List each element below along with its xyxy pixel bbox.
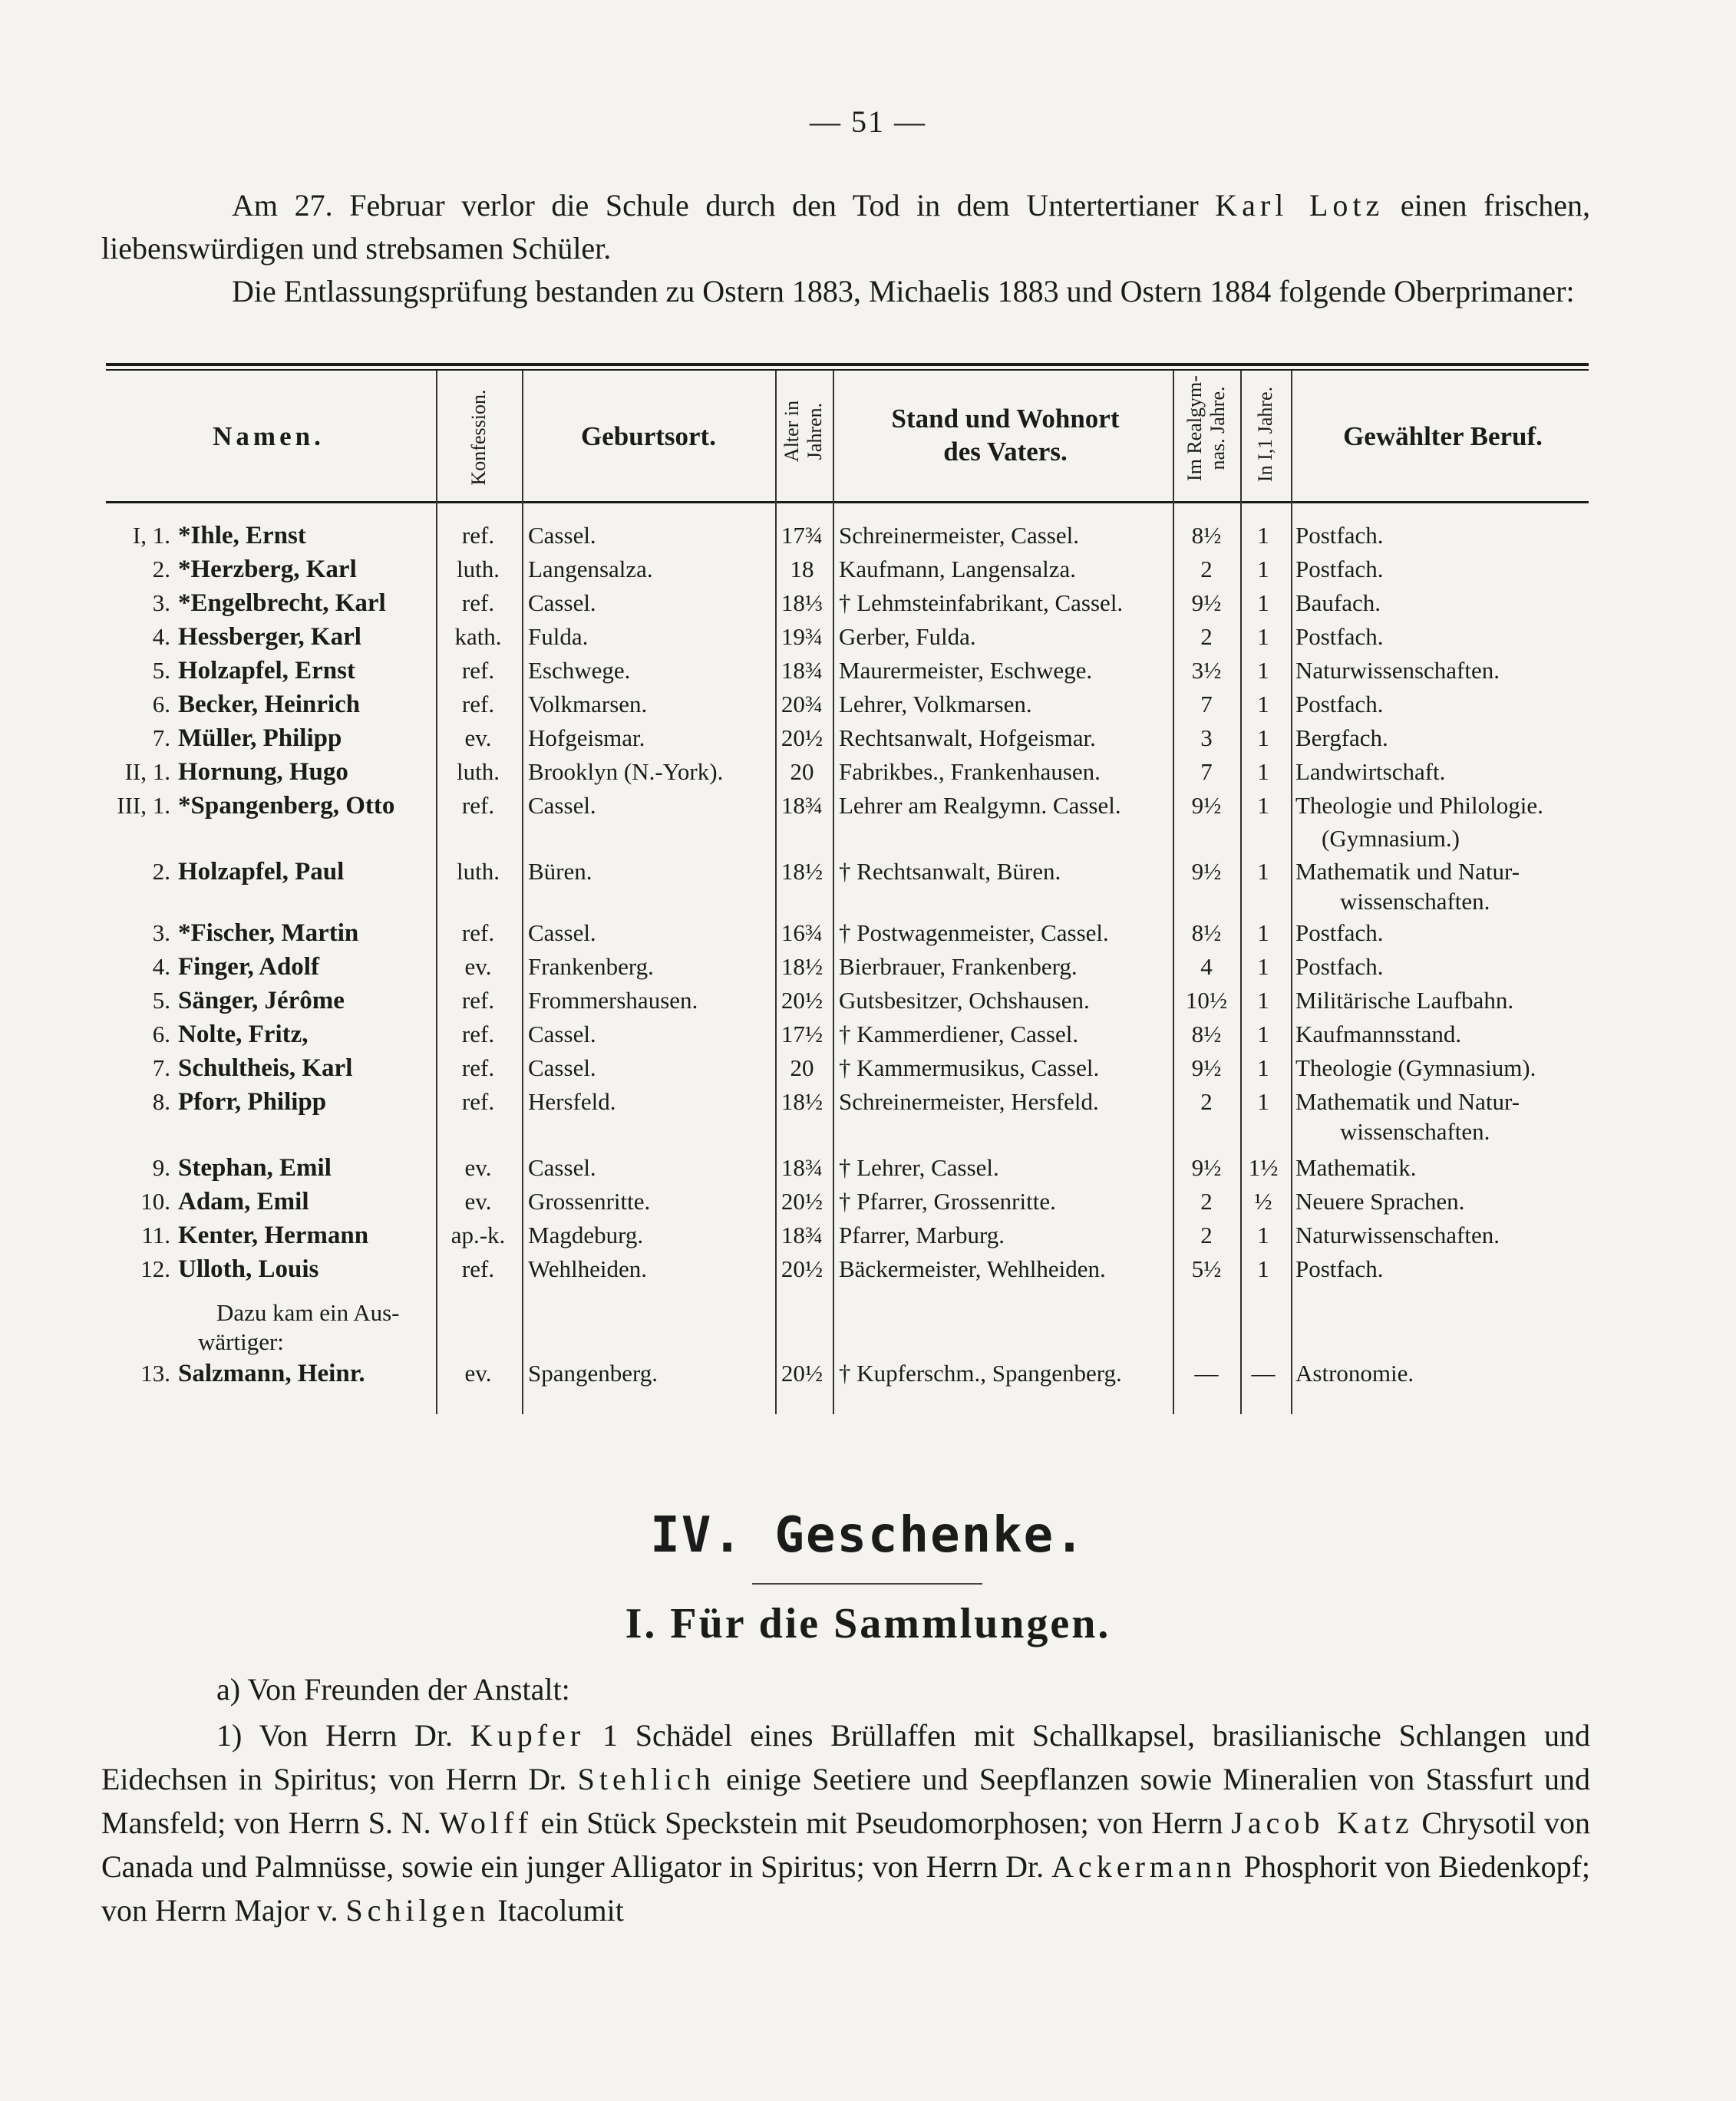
cell-conf: luth. [457,556,500,582]
cell-stand: Bierbrauer, Frankenberg. [839,953,1078,980]
cell-stand: † Pfarrer, Grossenritte. [839,1188,1056,1215]
cell-real: 8½ [1191,919,1222,946]
cell-i1: 1 [1257,987,1269,1014]
cell-i1: 1 [1257,1255,1269,1282]
table-row [0,755,1736,789]
cell-geb: Frommershausen. [528,987,698,1014]
table-row [0,654,1736,688]
cell-stand: Lehrer am Realgymn. Cassel. [839,792,1121,819]
cell-i1: 1 [1257,589,1269,616]
cell-i1: 1 [1257,1222,1269,1248]
beruf-continuation: wissenschaften. [1340,1118,1490,1145]
table-row [0,620,1736,654]
cell-age: 18¾ [781,1154,823,1181]
cell-num: 6. [152,1021,170,1047]
table-row [0,1085,1736,1119]
cell-name: Ulloth, Louis [178,1255,319,1283]
cell-i1: 1 [1257,1021,1269,1047]
cell-beruf: Postfach. [1295,953,1384,980]
cell-age: 18¾ [781,1222,823,1248]
cell-age: 18¾ [781,657,823,684]
cell-age: 18½ [781,1088,823,1115]
table-row [0,1357,1736,1390]
cell-beruf: Militärische Laufbahn. [1295,987,1514,1014]
intro-paragraph-1: Am 27. Februar verlor die Schule durch den Tod in dem Untertertianer Karl Lotz einen frischen, liebenswürdigen und strebsamen Schüler. [101,188,1591,266]
cell-geb: Cassel. [528,1154,596,1181]
cell-age: 17½ [781,1021,823,1047]
cell-real: 8½ [1191,522,1222,549]
cell-stand: † Kammerdiener, Cassel. [839,1021,1079,1047]
table-row [0,1185,1736,1219]
cell-i1: 1 [1257,792,1269,819]
table-row [0,984,1736,1018]
cell-beruf: Mathematik und Natur- [1295,858,1520,885]
cell-real: 2 [1200,623,1213,650]
cell-i1: 1 [1257,623,1269,650]
cell-name: Müller, Philipp [178,724,342,752]
cell-name: *Spangenberg, Otto [178,792,395,820]
cell-geb: Frankenberg. [528,953,654,980]
header-namen: Namen. [213,421,325,451]
cell-conf: ref. [461,1088,495,1115]
cell-num: II, 1. [124,758,170,785]
auswaertiger-note-2: wärtiger: [198,1328,284,1355]
beruf-continuation: wissenschaften. [1340,888,1490,915]
cell-geb: Langensalza. [528,556,653,582]
cell-age: 20½ [781,987,823,1014]
cell-real: 9½ [1191,1054,1222,1081]
cell-real: 7 [1200,691,1213,717]
cell-conf: kath. [454,623,502,650]
cell-i1: — [1251,1360,1276,1387]
cell-name: Sänger, Jérôme [178,987,345,1014]
cell-conf: ev. [464,724,492,751]
cell-age: 17¾ [781,522,823,549]
cell-real: 2 [1200,1222,1213,1248]
cell-conf: luth. [457,858,500,885]
cell-geb: Büren. [528,858,592,885]
table-row [0,688,1736,721]
cell-real: 2 [1200,1088,1213,1115]
table-row [0,855,1736,889]
cell-i1: 1 [1257,556,1269,582]
cell-real: 9½ [1191,1154,1222,1181]
cell-stand: Fabrikbes., Frankenhausen. [839,758,1101,785]
cell-name: *Herzberg, Karl [178,556,357,583]
cell-conf: ref. [461,1054,495,1081]
cell-name: Hornung, Hugo [178,758,348,786]
cell-conf: ref. [461,1255,495,1282]
cell-name: Holzapfel, Paul [178,858,345,886]
cell-num: 5. [152,657,170,684]
cell-num: 4. [152,623,170,650]
cell-num: 5. [152,987,170,1014]
header-stand-1: Stand und Wohnort [891,404,1120,434]
cell-name: Nolte, Fritz, [178,1021,309,1048]
cell-stand: Bäckermeister, Wehlheiden. [839,1255,1106,1282]
cell-name: Salzmann, Heinr. [178,1360,365,1387]
cell-beruf: Mathematik und Natur- [1295,1088,1520,1115]
cell-beruf: Postfach. [1295,556,1384,582]
cell-name: Pforr, Philipp [178,1088,327,1116]
table-top-rule [106,363,1589,366]
cell-name: *Fischer, Martin [178,919,359,947]
header-alter: Alter in Jahren. [781,400,826,463]
cell-real: — [1194,1360,1219,1387]
table-row [0,586,1736,620]
header-geburtsort: Geburtsort. [581,421,716,451]
table-row [0,916,1736,950]
cell-beruf: Postfach. [1295,522,1384,549]
cell-geb: Cassel. [528,589,596,616]
cell-real: 8½ [1191,1021,1222,1047]
cell-name: Holzapfel, Ernst [178,657,355,684]
cell-stand: Rechtsanwalt, Hofgeismar. [839,724,1096,751]
cell-stand: Maurermeister, Eschwege. [839,657,1093,684]
cell-num: 7. [152,1054,170,1081]
cell-beruf: Postfach. [1295,623,1384,650]
cell-name: *Ihle, Ernst [178,522,306,549]
table-row [0,519,1736,552]
cell-beruf: Astronomie. [1295,1360,1414,1387]
cell-stand: † Postwagenmeister, Cassel. [839,919,1109,946]
cell-conf: ev. [464,1188,492,1215]
cell-stand: Gutsbesitzer, Ochshausen. [839,987,1090,1014]
cell-num: 3. [152,919,170,946]
cell-age: 18⅓ [781,589,823,616]
cell-conf: ref. [461,522,495,549]
cell-stand: Lehrer, Volkmarsen. [839,691,1032,717]
cell-conf: luth. [457,758,500,785]
cell-i1: 1 [1257,758,1269,785]
cell-geb: Cassel. [528,1054,596,1081]
cell-geb: Wehlheiden. [528,1255,648,1282]
cell-beruf: Baufach. [1295,589,1381,616]
cell-beruf: Theologie und Philologie. [1295,792,1543,819]
cell-beruf: Landwirtschaft. [1295,758,1446,785]
cell-conf: ref. [461,657,495,684]
cell-geb: Cassel. [528,1021,596,1047]
cell-num: 11. [141,1222,170,1248]
cell-num: 12. [140,1255,170,1282]
cell-stand: Schreinermeister, Hersfeld. [839,1088,1099,1115]
cell-beruf: Postfach. [1295,919,1384,946]
cell-i1: 1 [1257,919,1269,946]
cell-beruf: Kaufmannsstand. [1295,1021,1462,1047]
cell-num: 2. [152,858,170,885]
header-beruf: Gewählter Beruf. [1343,421,1543,451]
cell-age: 20½ [781,1188,823,1215]
cell-num: 2. [152,556,170,582]
cell-real: 7 [1200,758,1213,785]
table-row [0,950,1736,984]
heading-divider [752,1583,982,1585]
cell-geb: Fulda. [528,623,589,650]
cell-i1: 1½ [1248,1154,1279,1181]
header-realgymnasium: Im Realgym-nas. Jahre. [1183,375,1229,481]
cell-name: Hessberger, Karl [178,623,361,651]
cell-name: Schultheis, Karl [178,1054,353,1082]
cell-conf: ev. [464,953,492,980]
cell-real: 3 [1200,724,1213,751]
cell-age: 20 [790,758,814,785]
header-i1: In I,1 Jahre. [1254,386,1276,483]
cell-i1: 1 [1257,1088,1269,1115]
cell-stand: † Lehmsteinfabrikant, Cassel. [839,589,1124,616]
cell-geb: Cassel. [528,919,596,946]
cell-geb: Hersfeld. [528,1088,616,1115]
cell-real: 9½ [1191,792,1222,819]
subsection-heading: I. Für die Sammlungen. [625,1600,1111,1647]
table-row [0,552,1736,586]
cell-conf: ref. [461,987,495,1014]
cell-geb: Cassel. [528,792,596,819]
table-row [0,1252,1736,1286]
cell-stand: † Rechtsanwalt, Büren. [839,858,1061,885]
cell-i1: 1 [1257,691,1269,717]
item-a: a) Von Freunden der Anstalt: [216,1672,570,1707]
cell-num: 8. [152,1088,170,1115]
page-number: — 51 — [810,104,926,139]
cell-stand: Schreinermeister, Cassel. [839,522,1079,549]
cell-beruf: Mathematik. [1295,1154,1417,1181]
table-row [0,1051,1736,1085]
cell-conf: ev. [464,1154,492,1181]
cell-real: 10½ [1185,987,1228,1014]
header-stand-2: des Vaters. [943,437,1068,467]
cell-i1: ½ [1254,1188,1272,1215]
table-row [0,1151,1736,1185]
cell-real: 4 [1200,953,1213,980]
cell-num: 13. [140,1360,170,1387]
cell-beruf: Postfach. [1295,1255,1384,1282]
cell-num: III, 1. [117,792,170,819]
cell-beruf: Naturwissenschaften. [1295,1222,1500,1248]
table-row [0,789,1736,823]
cell-conf: ref. [461,792,495,819]
intro-paragraph-2: Die Entlassungsprüfung bestanden zu Ostern 1883, Michaelis 1883 und Ostern 1884 folgende Oberprimaner: [232,274,1575,308]
cell-num: 10. [140,1188,170,1215]
cell-beruf: Postfach. [1295,691,1384,717]
cell-name: Stephan, Emil [178,1154,332,1182]
cell-age: 18½ [781,858,823,885]
cell-geb: Eschwege. [528,657,631,684]
student-name: Karl Lotz [1215,188,1385,223]
cell-num: 3. [152,589,170,616]
table-row [0,721,1736,755]
cell-name: Finger, Adolf [178,953,319,981]
cell-age: 20 [790,1054,814,1081]
cell-name: Adam, Emil [178,1188,309,1215]
cell-real: 9½ [1191,589,1222,616]
cell-geb: Grossenritte. [528,1188,651,1215]
cell-conf: ref. [461,589,495,616]
cell-i1: 1 [1257,522,1269,549]
table-top-rule-thin [106,369,1589,371]
cell-conf: ref. [461,1021,495,1047]
cell-age: 18 [790,556,814,582]
table-row [0,1018,1736,1051]
cell-beruf: Naturwissenschaften. [1295,657,1500,684]
cell-i1: 1 [1257,858,1269,885]
cell-beruf: Bergfach. [1295,724,1388,751]
cell-age: 20½ [781,1360,823,1387]
cell-conf: ref. [461,691,495,717]
cell-age: 16¾ [781,919,823,946]
header-konfession: Konfession. [467,389,490,486]
cell-i1: 1 [1257,953,1269,980]
cell-real: 2 [1200,556,1213,582]
cell-age: 20½ [781,1255,823,1282]
cell-stand: † Kammermusikus, Cassel. [839,1054,1100,1081]
cell-conf: ref. [461,919,495,946]
cell-geb: Hofgeismar. [528,724,645,751]
table-row [0,1219,1736,1252]
cell-real: 2 [1200,1188,1213,1215]
cell-geb: Spangenberg. [528,1360,658,1387]
cell-geb: Volkmarsen. [528,691,648,717]
cell-stand: Pfarrer, Marburg. [839,1222,1005,1248]
cell-real: 9½ [1191,858,1222,885]
cell-num: 4. [152,953,170,980]
cell-num: I, 1. [132,522,170,549]
cell-age: 20½ [781,724,823,751]
cell-stand: Kaufmann, Langensalza. [839,556,1077,582]
cell-name: *Engelbrecht, Karl [178,589,386,617]
cell-geb: Brooklyn (N.-York). [528,758,724,785]
beruf-continuation: (Gymnasium.) [1322,825,1460,852]
cell-age: 20¾ [781,691,823,717]
cell-i1: 1 [1257,1054,1269,1081]
cell-num: 9. [152,1154,170,1181]
cell-geb: Cassel. [528,522,596,549]
cell-conf: ap.-k. [451,1222,506,1248]
cell-conf: ev. [464,1360,492,1387]
cell-geb: Magdeburg. [528,1222,644,1248]
cell-num: 6. [152,691,170,717]
auswaertiger-note-1: Dazu kam ein Aus- [216,1299,400,1326]
cell-i1: 1 [1257,657,1269,684]
cell-beruf: Neuere Sprachen. [1295,1188,1465,1215]
cell-name: Kenter, Hermann [178,1222,369,1249]
cell-age: 19¾ [781,623,823,650]
cell-name: Becker, Heinrich [178,691,361,718]
gifts-paragraph: 1) Von Herrn Dr. Kupfer 1 Schädel eines Brüllaffen mit Schallkapsel, brasilianische Schlangen und Eidechsen in Spiritus; von Herrn Dr. Stehlich einige Seetiere und Seepflanzen sowie Mineralien von Stassfurt und Mansfeld; von Herrn S. N. Wolff ein Stück Speckstein mit Pseudomorphosen; von Herrn Jacob Katz Chrysotil von Canada und Palmnüsse, sowie ein junger Alligator in Spiritus; von Herrn Dr. Ackermann Phosphorit von Biedenkopf; von Herrn Major v. Schilgen Itacolumit [101,1718,1591,1928]
cell-real: 5½ [1191,1255,1222,1282]
cell-real: 3½ [1191,657,1222,684]
cell-age: 18½ [781,953,823,980]
section-heading: IV. Geschenke. [650,1507,1086,1564]
table-header-rule [106,501,1589,503]
cell-stand: † Lehrer, Cassel. [839,1154,999,1181]
cell-stand: Gerber, Fulda. [839,623,976,650]
cell-i1: 1 [1257,724,1269,751]
cell-stand: † Kupferschm., Spangenberg. [839,1360,1122,1387]
cell-num: 7. [152,724,170,751]
cell-beruf: Theologie (Gymnasium). [1295,1054,1536,1081]
cell-age: 18¾ [781,792,823,819]
